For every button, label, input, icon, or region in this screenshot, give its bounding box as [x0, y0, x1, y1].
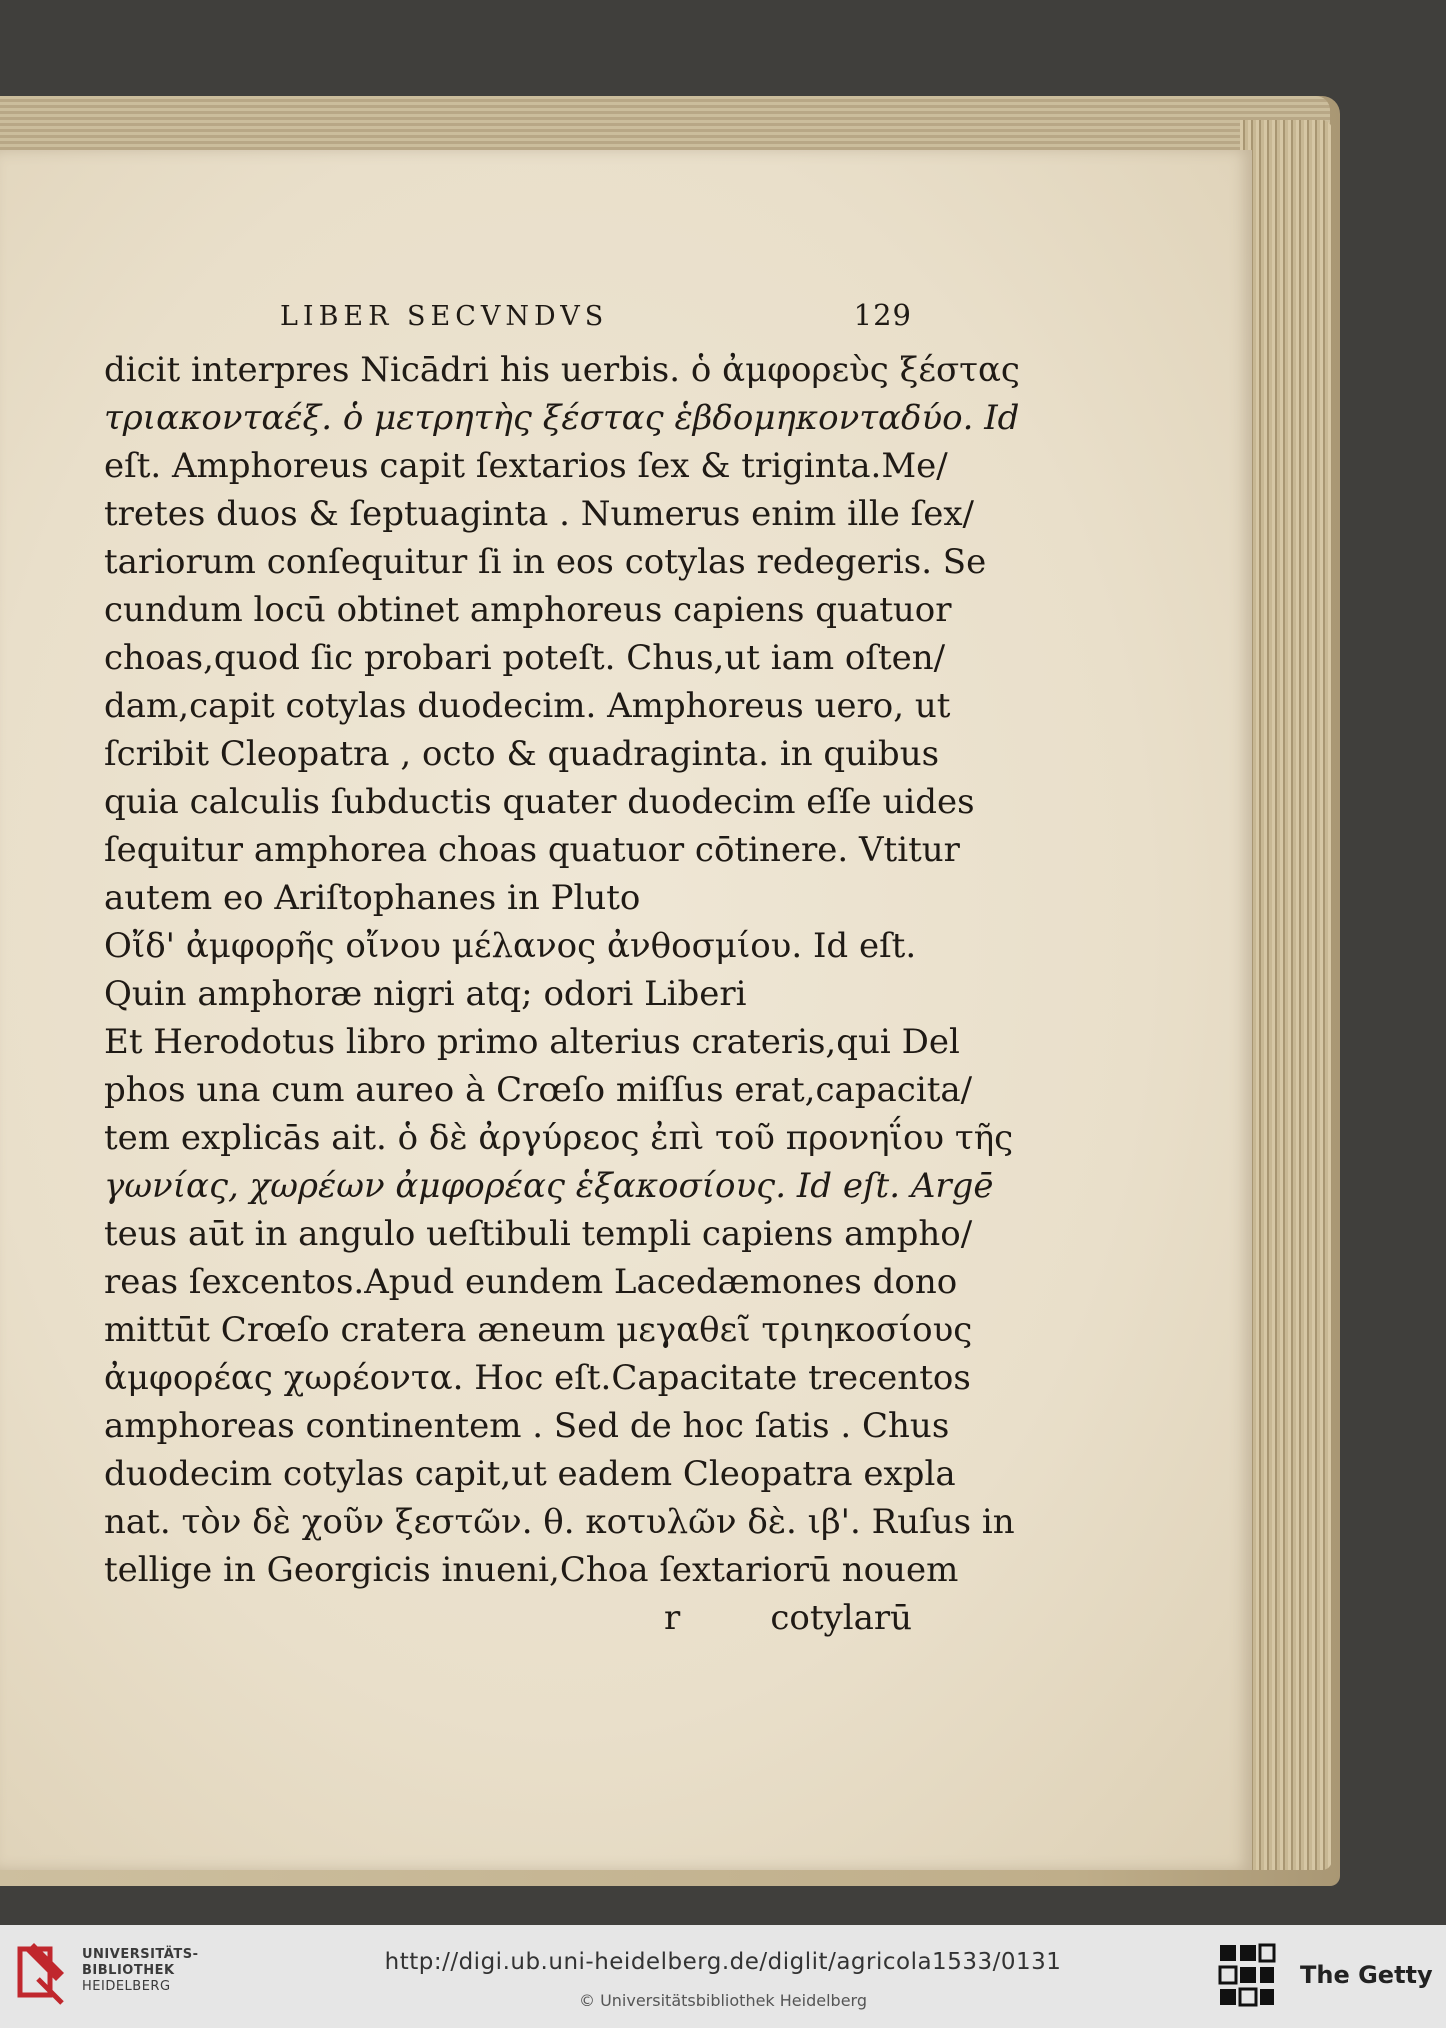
page-foot [104, 1594, 912, 1642]
catchword: cotylarū [770, 1598, 912, 1638]
text-lines [104, 346, 1020, 1594]
text-line: teus aūt in angulo ueſtibuli templi capiens ampho/ [104, 1214, 973, 1254]
text-line: mittūt Crœſo cratera æneum μεγαθεῖ τριηκοσίους [104, 1310, 973, 1350]
permalink-url[interactable]: http://digi.ub.uni-heidelberg.de/diglit/agricola1533/0131 [384, 1949, 1062, 1975]
book-top-edge [0, 96, 1330, 156]
getty-logo-icon[interactable] [1218, 1943, 1276, 2009]
text-line: reas ſexcentos.Apud eundem Lacedæmones dono [104, 1262, 958, 1302]
text-line: nat. τὸν δὲ χοῦν ξεστῶν. θ. κοτυλῶν δὲ. ιβ'. Ruſus in [104, 1502, 1015, 1542]
text-line: tem explicās ait. ὁ δὲ ἀργύρεος ἐπὶ τοῦ προνηΐου τῆς [104, 1118, 1014, 1158]
text-line: cundum locū obtinet amphoreus capiens quatuor [104, 590, 952, 630]
text-line: tellige in Georgicis inueni,Choa ſextariorū nouem [104, 1550, 959, 1590]
copyright-notice: © Universitätsbibliothek Heidelberg [578, 1991, 867, 2010]
text-line: eſt. Amphoreus capit ſextarios ſex & triginta.Me/ [104, 446, 948, 486]
text-line: duodecim cotylas capit,ut eadem Cleopatra expla [104, 1454, 956, 1494]
signature-mark: r [664, 1598, 681, 1638]
text-line: γωνίας, χωρέων ἀμφορέας ἑξακοσίους. Id eſt. Argē [104, 1166, 994, 1206]
text-line: τριακονταέξ. ὁ μετρητὴς ξέστας ἑβδομηκονταδύο. Id [104, 398, 1020, 438]
library-name-line: BIBLIOTHEK [82, 1963, 175, 1978]
text-line: autem eo Ariſtophanes in Pluto [104, 878, 641, 918]
text-line: dicit interpres Nicādri his uerbis. ὁ ἀμφορεὺς ξέστας [104, 350, 1020, 390]
viewer-footer [0, 1925, 1446, 2028]
text-line: ſequitur amphorea choas quatuor cōtinere. Vtitur [104, 830, 960, 870]
text-line: amphoreas continentem . Sed de hoc ſatis . Chus [104, 1406, 950, 1446]
library-name-line: HEIDELBERG [82, 1979, 171, 1994]
folio-number: 129 [853, 298, 912, 332]
text-line: tariorum conſequitur ſi in eos cotylas redegeris. Se [104, 542, 987, 582]
page-stack-edge [1240, 120, 1332, 1870]
text-block [104, 298, 1020, 1642]
running-head [280, 298, 912, 342]
partner-name: The Getty [1300, 1961, 1433, 1989]
text-line: Quin amphoræ nigri atq; odori Liberi [104, 974, 747, 1014]
running-head-title: LIBER SECVNDVS [280, 301, 609, 332]
library-name-line: UNIVERSITÄTS- [82, 1947, 199, 1962]
text-line: Et Herodotus libro primo alterius crateris,qui Del [104, 1022, 960, 1062]
text-line: quia calculis ſubductis quater duodecim eſſe uides [104, 782, 975, 822]
text-line: choas,quod ſic probari poteſt. Chus,ut iam oſten/ [104, 638, 946, 678]
text-line: Οἴδ' ἀμφορῆς οἴνου μέλανος ἀνθοσμίου. Id eſt. [104, 926, 917, 966]
book-page [0, 150, 1252, 1870]
text-line: ſcribit Cleopatra , octo & quadraginta. in quibus [104, 734, 940, 774]
text-line: dam,capit cotylas duodecim. Amphoreus uero, ut [104, 686, 951, 726]
text-line: ἀμφορέας χωρέοντα. Hoc eſt.Capacitate trecentos [104, 1358, 971, 1398]
text-line: phos una cum aureo à Crœſo miſſus erat,capacita/ [104, 1070, 973, 1110]
text-line: tretes duos & ſeptuaginta . Numerus enim ille ſex/ [104, 494, 974, 534]
